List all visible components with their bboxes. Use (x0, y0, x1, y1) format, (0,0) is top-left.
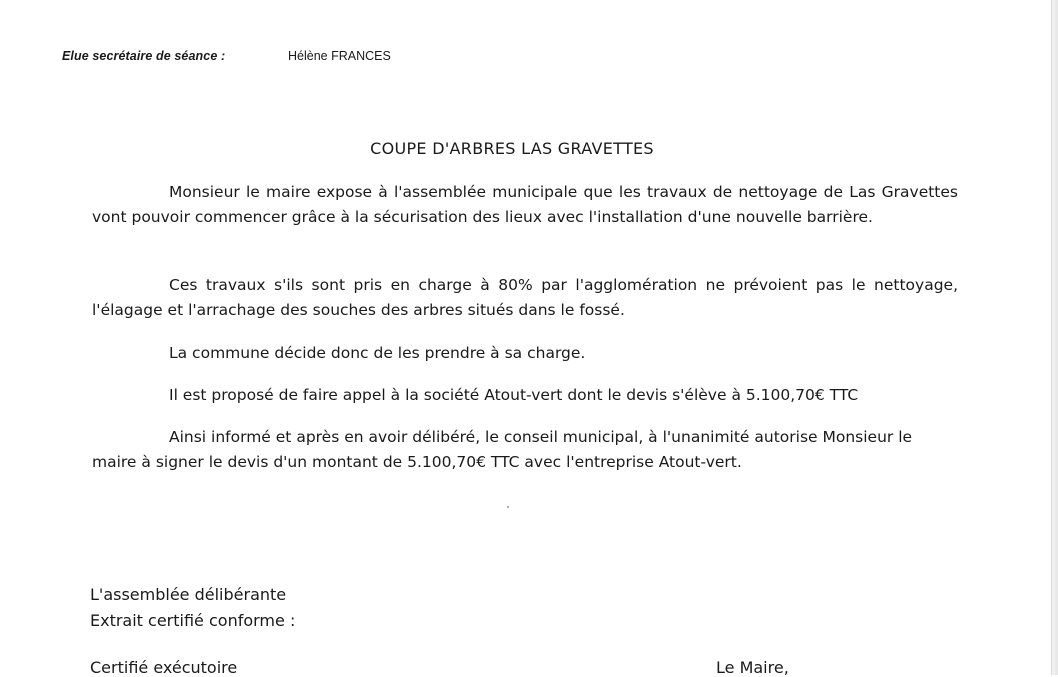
secretary-label: Elue secrétaire de séance : (62, 49, 226, 63)
secretary-line (62, 49, 391, 63)
secretary-name: Hélène FRANCES (288, 49, 391, 63)
paragraph-5: Ainsi informé et après en avoir délibéré, le conseil municipal, à l'unanimité autorise Monsieur le maire à signer le devis d'un montant de 5.100,70€ TTC avec l'entreprise Atout-vert. (92, 428, 913, 471)
paragraph-2: Ces travaux s'ils sont pris en charge à 80% par l'agglomération ne prévoient pas le nettoyage, l'élagage et l'arrachage des souches des arbres situés dans le fossé. (92, 276, 958, 319)
assembly-label: L'assemblée délibérante (90, 585, 287, 604)
extract-label: Extrait certifié conforme : (90, 611, 296, 630)
paragraph-1: Monsieur le maire expose à l'assemblée municipale que les travaux de nettoyage de Las Gravettes vont pouvoir commencer grâce à la sécurisation des lieux avec l'installation d'une nouvelle barrière. (92, 183, 958, 226)
paragraph-4: Il est proposé de faire appel à la société Atout-vert dont le devis s'élève à 5.100,70€ TTC (169, 386, 859, 404)
document-title: COUPE D'ARBRES LAS GRAVETTES (370, 139, 654, 158)
scan-speck (507, 506, 509, 508)
mayor-label: Le Maire, (716, 658, 789, 677)
certified-label: Certifié exécutoire (90, 658, 238, 677)
paragraph-3: La commune décide donc de les prendre à sa charge. (169, 344, 586, 362)
scan-edge-shadow (1051, 0, 1058, 675)
